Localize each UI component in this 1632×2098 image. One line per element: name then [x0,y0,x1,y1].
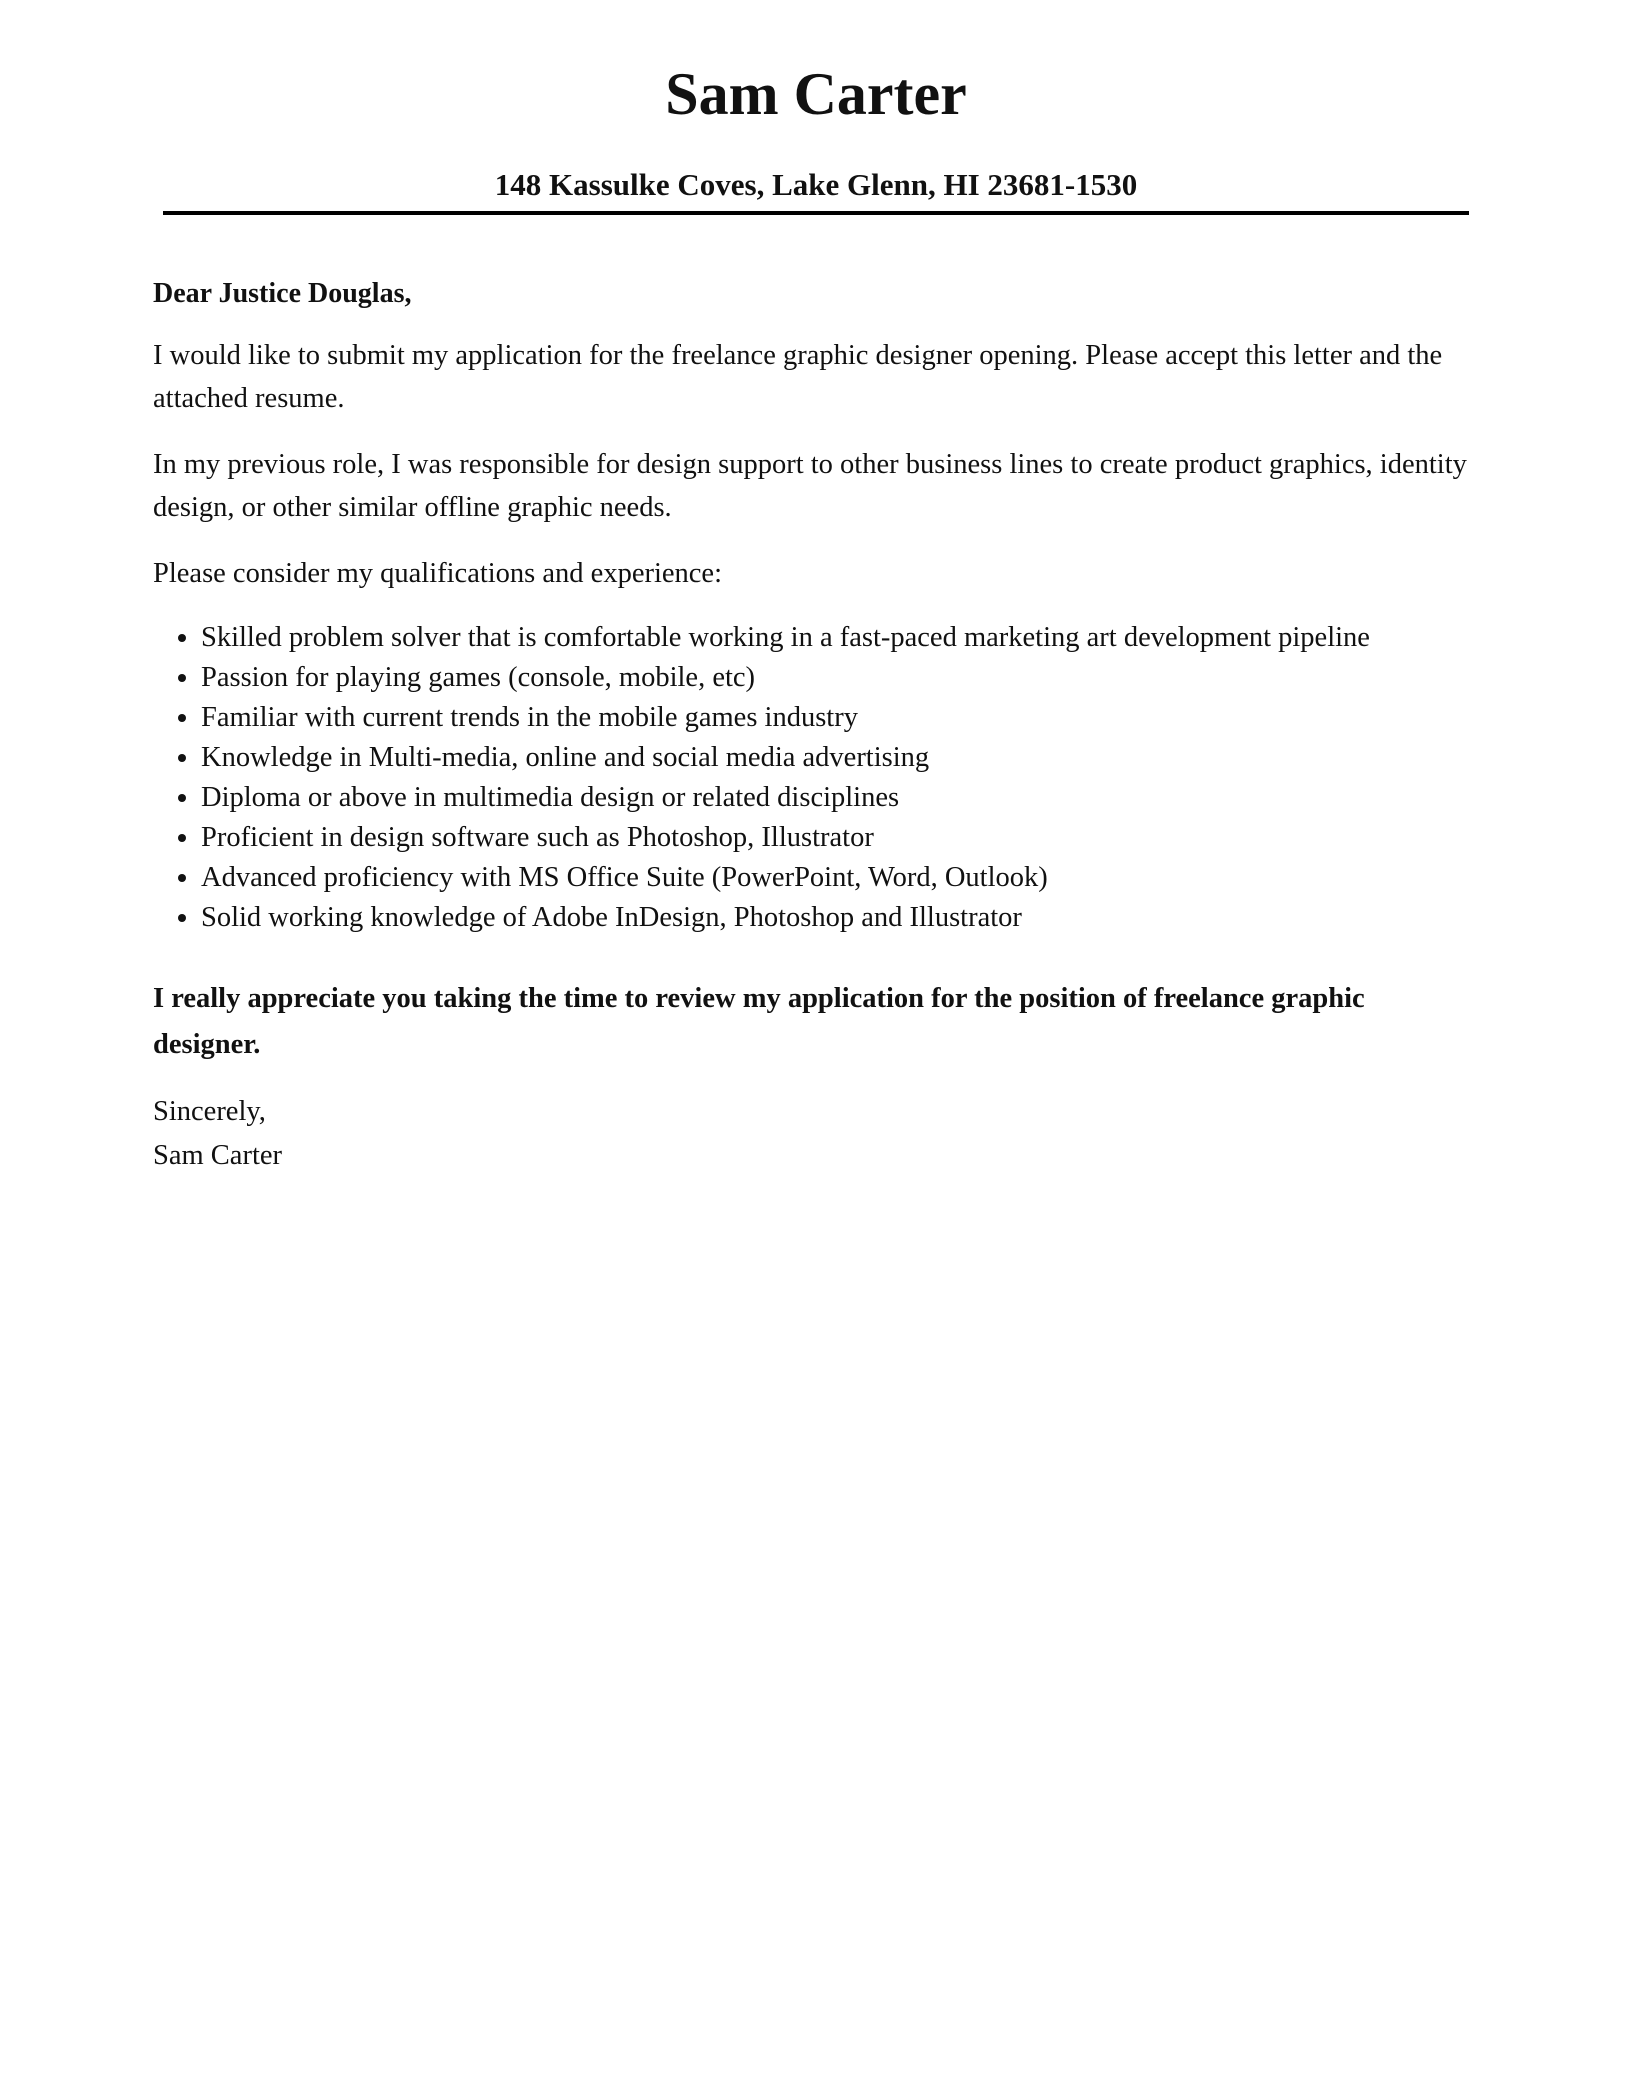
header-divider [163,211,1469,215]
signature-name: Sam Carter [153,1140,283,1171]
sender-address: 148 Kassulke Coves, Lake Glenn, HI 23681-1530 [494,167,1138,202]
list-item: • Familiar with current trends in the mobile games industry [201,698,1473,738]
list-item: • Skilled problem solver that is comfortable working in a fast-paced marketing art development pipeline [201,618,1473,658]
letter-body [153,272,1473,1178]
paragraph-qualifications-lead: Please consider my qualifications and experience: [153,558,722,589]
list-item: • Proficient in design software such as Photoshop, Illustrator [201,818,1473,858]
list-item: • Solid working knowledge of Adobe InDesign, Photoshop and Illustrator [201,898,1473,938]
letter-header [163,58,1469,202]
list-item: • Diploma or above in multimedia design or related disciplines [201,778,1473,818]
closing-paragraph: I really appreciate you taking the time to review my application for the position of freelance graphic designer. [153,983,1365,1060]
list-item: • Advanced proficiency with MS Office Suite (PowerPoint, Word, Outlook) [201,858,1473,898]
qualifications-list [153,618,1473,938]
salutation: Dear Justice Douglas, [153,278,412,309]
paragraph-previous-role: In my previous role, I was responsible for design support to other business lines to create product graphics, identity design, or other similar offline graphic needs. [153,449,1467,523]
signoff: Sincerely, [153,1096,266,1127]
list-item: • Knowledge in Multi-media, online and social media advertising [201,738,1473,778]
paragraph-intro: I would like to submit my application for the freelance graphic designer opening. Please accept this letter and the attached resume. [153,340,1443,414]
list-item: • Passion for playing games (console, mobile, etc) [201,658,1473,698]
sender-name: Sam Carter [665,61,967,127]
